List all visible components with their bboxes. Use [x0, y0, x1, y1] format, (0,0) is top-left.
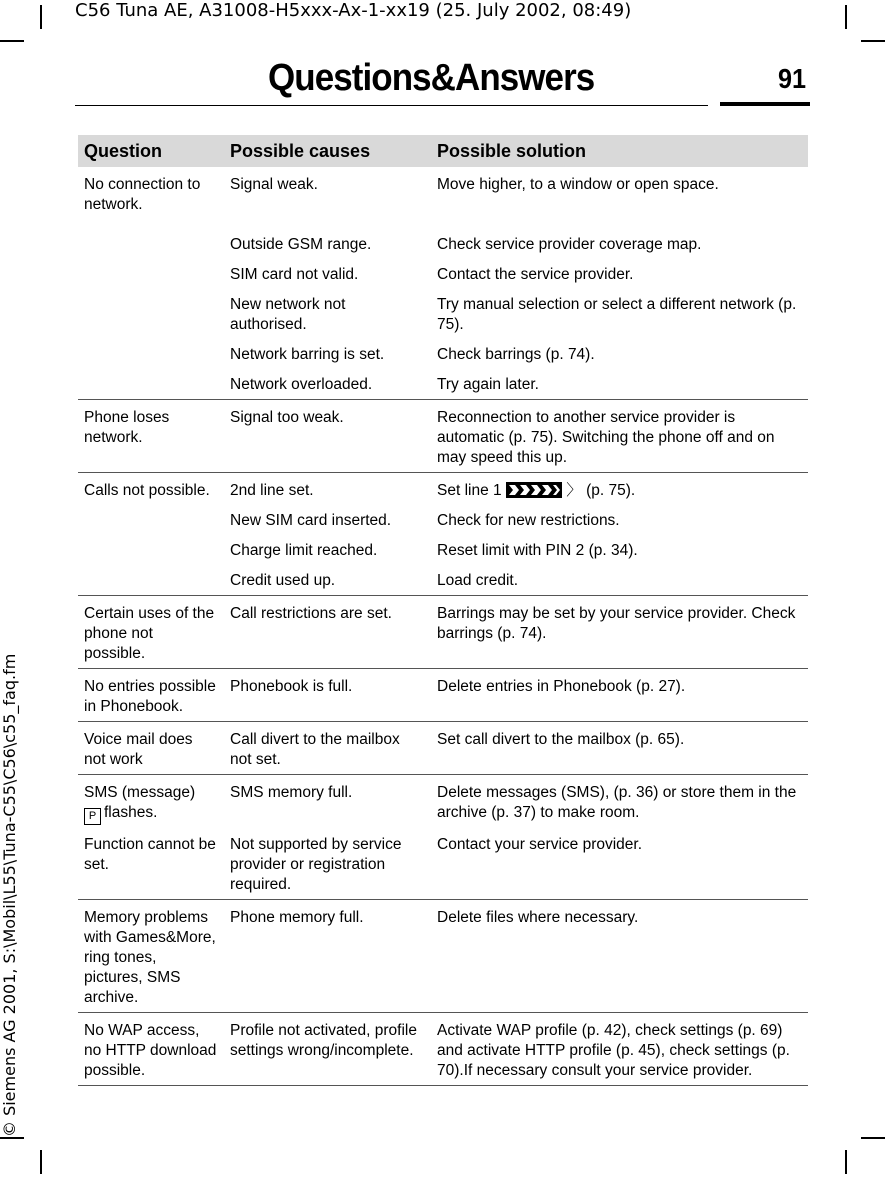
- table-row: [78, 1013, 808, 1086]
- header-causes: Possible causes: [224, 135, 431, 167]
- solution-cell: Check for new restrictions.: [437, 512, 620, 529]
- solution-cell: [431, 473, 808, 504]
- question-cell: [78, 367, 224, 400]
- cause-cell: Outside GSM range.: [230, 236, 372, 253]
- table-row: [78, 596, 808, 669]
- solution-prefix: Set line 1: [437, 482, 502, 499]
- question-cell: No connection to network.: [84, 176, 201, 213]
- table-row: [78, 227, 808, 257]
- cause-cell: SIM card not valid.: [230, 266, 359, 283]
- question-cell: Certain uses of the phone not possible.: [78, 596, 224, 669]
- cause-cell: New SIM card inserted.: [230, 512, 392, 529]
- crop-mark: [861, 1137, 885, 1139]
- solution-cell: Reset limit with PIN 2 (p. 34).: [437, 542, 638, 559]
- question-cell: [78, 257, 224, 287]
- table-row: [78, 167, 808, 227]
- solution-cell: Move higher, to a window or open space.: [437, 176, 719, 193]
- title-rule: [75, 105, 708, 106]
- solution-cell: Contact the service provider.: [437, 266, 634, 283]
- copyright-path: © Siemens AG 2001, S:\Mobil\L55\Tuna-C55\C56\c55_faq.fm: [0, 653, 19, 1137]
- solution-cell: Reconnection to another service provider is automatic (p. 75). Switching the phone off and on may speed this up.: [431, 400, 808, 473]
- question-cell: [78, 337, 224, 367]
- cause-cell: 2nd line set.: [230, 482, 314, 499]
- question-cell: No WAP access, no HTTP download possible.: [78, 1013, 224, 1086]
- crop-mark: [0, 40, 24, 42]
- page-number: 91: [778, 63, 807, 94]
- table-row: [78, 900, 808, 1013]
- question-cell: [78, 563, 224, 596]
- question-cell: Memory problems with Games&More, ring tones, pictures, SMS archive.: [78, 900, 224, 1013]
- crop-mark: [845, 1150, 847, 1174]
- table-row: [78, 669, 808, 722]
- solution-cell: Check barrings (p. 74).: [437, 346, 595, 363]
- question-cell: [78, 227, 224, 257]
- table-row: [78, 473, 808, 504]
- solution-cell: Set call divert to the mailbox (p. 65).: [431, 722, 808, 775]
- header-question: Question: [78, 135, 224, 167]
- crop-mark: [0, 1137, 24, 1139]
- faq-table: [78, 135, 808, 1086]
- table-row: [78, 400, 808, 473]
- question-cell: Function cannot be set.: [78, 827, 224, 900]
- solution-cell: Delete files where necessary.: [431, 900, 808, 1013]
- solution-cell: Try manual selection or select a different network (p. 75).: [437, 296, 797, 333]
- cause-cell: Charge limit reached.: [230, 542, 378, 559]
- cause-cell: New network not authorised.: [230, 296, 346, 333]
- cause-cell: Profile not activated, profile settings wrong/incomplete.: [224, 1013, 431, 1086]
- solution-cell: Check service provider coverage map.: [437, 236, 702, 253]
- running-header: C56 Tuna AE, A31008-H5xxx-Ax-1-xx19 (25. July 2002, 08:49): [75, 0, 632, 21]
- question-cell: Phone loses network.: [78, 400, 224, 473]
- question-cell: Voice mail does not work: [78, 722, 224, 775]
- cause-cell: Credit used up.: [224, 563, 431, 596]
- solution-suffix: 〉 (p. 75).: [566, 482, 636, 499]
- cause-cell: Network barring is set.: [230, 346, 385, 363]
- cause-cell: Call restrictions are set.: [224, 596, 431, 669]
- cause-cell: Signal weak.: [230, 176, 318, 193]
- page-title: Questions&Answers: [268, 57, 595, 99]
- solution-cell: Load credit.: [431, 563, 808, 596]
- table-row: [78, 827, 808, 900]
- cause-cell: Signal too weak.: [224, 400, 431, 473]
- question-cell: [78, 503, 224, 533]
- crop-mark: [861, 40, 885, 42]
- table-row: [78, 337, 808, 367]
- menu-keys-icon: [506, 482, 562, 498]
- crop-mark: [845, 5, 847, 29]
- question-cell: No entries possible in Phonebook.: [78, 669, 224, 722]
- crop-mark: [40, 1150, 42, 1174]
- table-header-row: [78, 135, 808, 167]
- question-prefix: SMS (message): [84, 784, 196, 801]
- crop-mark: [40, 5, 42, 29]
- sms-envelope-icon: P: [84, 808, 101, 825]
- cause-cell: Network overloaded.: [224, 367, 431, 400]
- cause-cell: Phonebook is full.: [224, 669, 431, 722]
- solution-cell: Try again later.: [431, 367, 808, 400]
- cause-cell: Call divert to the mailbox not set.: [224, 722, 431, 775]
- question-cell: [78, 533, 224, 563]
- header-solution: Possible solution: [431, 135, 808, 167]
- cause-cell: SMS memory full.: [230, 784, 353, 801]
- table-row: [78, 503, 808, 533]
- table-row: [78, 563, 808, 596]
- table-row: [78, 367, 808, 400]
- question-cell: [78, 287, 224, 337]
- question-suffix: flashes.: [104, 804, 158, 821]
- solution-cell: Delete messages (SMS), (p. 36) or store them in the archive (p. 37) to make room.: [437, 784, 797, 821]
- table-row: [78, 257, 808, 287]
- solution-cell: Contact your service provider.: [431, 827, 808, 900]
- table-row: [78, 287, 808, 337]
- page-number-rule: [720, 102, 810, 106]
- question-cell: [78, 775, 224, 828]
- table-row: [78, 722, 808, 775]
- solution-cell: Activate WAP profile (p. 42), check settings (p. 69) and activate HTTP profile (p. 45), check settings (p. 70).If necessary consult your service provider.: [431, 1013, 808, 1086]
- table-row: [78, 533, 808, 563]
- cause-cell: Not supported by service provider or registration required.: [224, 827, 431, 900]
- question-cell: Calls not possible.: [84, 482, 210, 499]
- solution-cell: Delete entries in Phonebook (p. 27).: [431, 669, 808, 722]
- table-row: [78, 775, 808, 828]
- cause-cell: Phone memory full.: [224, 900, 431, 1013]
- solution-cell: Barrings may be set by your service provider. Check barrings (p. 74).: [431, 596, 808, 669]
